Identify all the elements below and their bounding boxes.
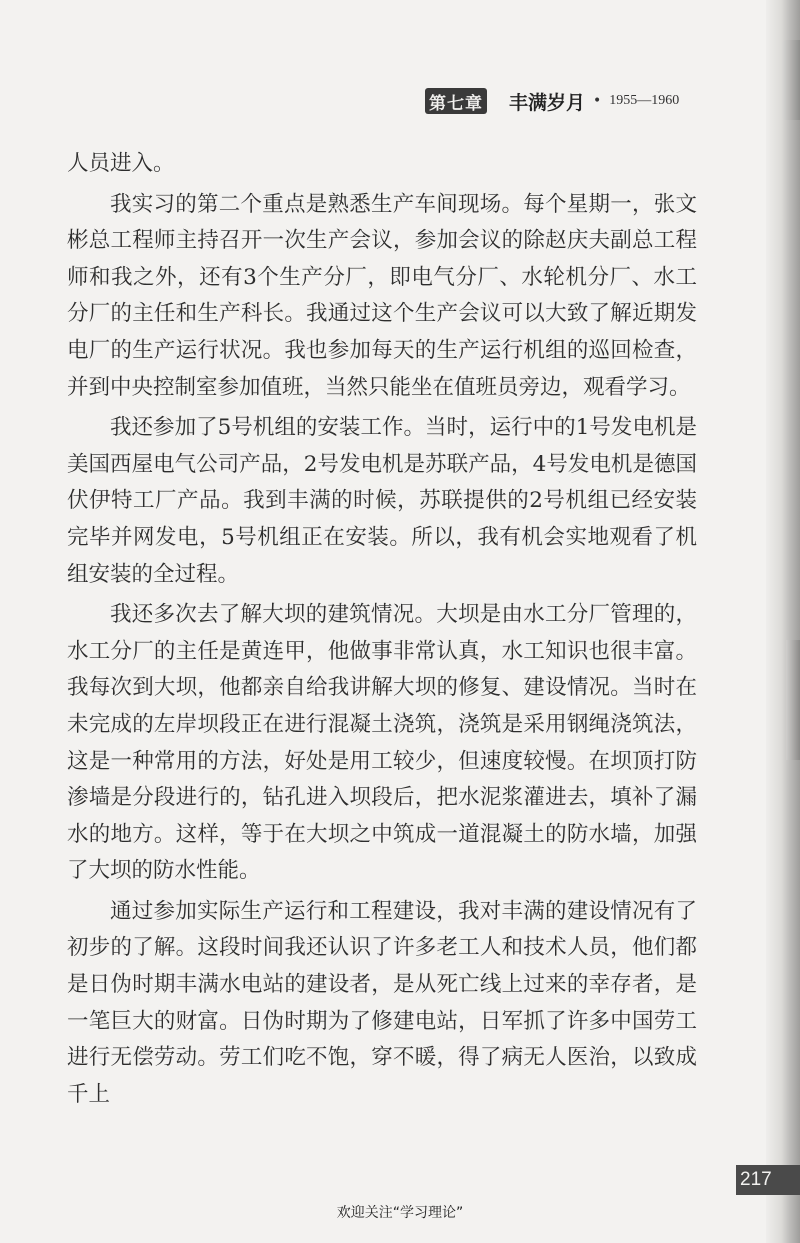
chapter-label: 第七章 <box>425 88 487 114</box>
header-separator: • <box>593 93 602 109</box>
paragraph: 我还多次去了解大坝的建筑情况。大坝是由水工分厂管理的，水工分厂的主任是黄连甲，他做事非常认真，水工知识也很丰富。我每次到大坝，他都亲自给我讲解大坝的修复、建设情况。当时在未完成的左岸坝段正在进行混凝土浇筑，浇筑是采用钢绳浇筑法，这是一种常用的方法，好处是用工较少，但速度较慢。在坝顶打防渗墙是分段进行的，钻孔进入坝段后，把水泥浆灌进去，填补了漏水的地方。这样，等于在大坝之中筑成一道混凝土的防水墙，加强了大坝的防水性能。 <box>67 602 697 884</box>
page-edge-shadow <box>786 640 800 760</box>
page-edge-tab <box>782 40 800 120</box>
footer-note: 欢迎关注“学习理论” <box>336 1205 464 1221</box>
running-header <box>425 86 679 116</box>
paragraph: 人员进入。 <box>67 151 175 176</box>
page-binding-edge <box>766 0 800 1243</box>
paragraph: 通过参加实际生产运行和工程建设，我对丰满的建设情况有了初步的了解。这段时间我还认识了许多老工人和技术人员，他们都是日伪时期丰满水电站的建设者，是从死亡线上过来的幸存者，是一笔巨大的财富。日伪时期为了修建电站，日军抓了许多中国劳工进行无偿劳动。劳工们吃不饱，穿不暖，得了病无人医治，以致成千上 <box>67 898 697 1107</box>
chapter-title: 丰满岁月 <box>509 91 586 114</box>
chapter-years: 1955—1960 <box>609 93 680 108</box>
paragraph: 我还参加了5号机组的安装工作。当时，运行中的1号发电机是美国西屋电气公司产品，2号发电机是苏联产品，4号发电机是德国伏伊特工厂产品。我到丰满的时候，苏联提供的2号机组已经安装完毕并网发电，5号机组正在安装。所以，我有机会实地观看了机组安装的全过程。 <box>67 415 697 587</box>
body-text <box>67 146 697 1113</box>
page-number: 217 <box>736 1165 800 1195</box>
paragraph: 我实习的第二个重点是熟悉生产车间现场。每个星期一，张文彬总工程师主持召开一次生产会议，参加会议的除赵庆夫副总工程师和我之外，还有3个生产分厂，即电气分厂、水轮机分厂、水工分厂的主任和生产科长。我通过这个生产会议可以大致了解近期发电厂的生产运行状况。我也参加每天的生产运行机组的巡回检查，并到中央控制室参加值班，当然只能坐在值班员旁边，观看学习。 <box>67 191 697 400</box>
